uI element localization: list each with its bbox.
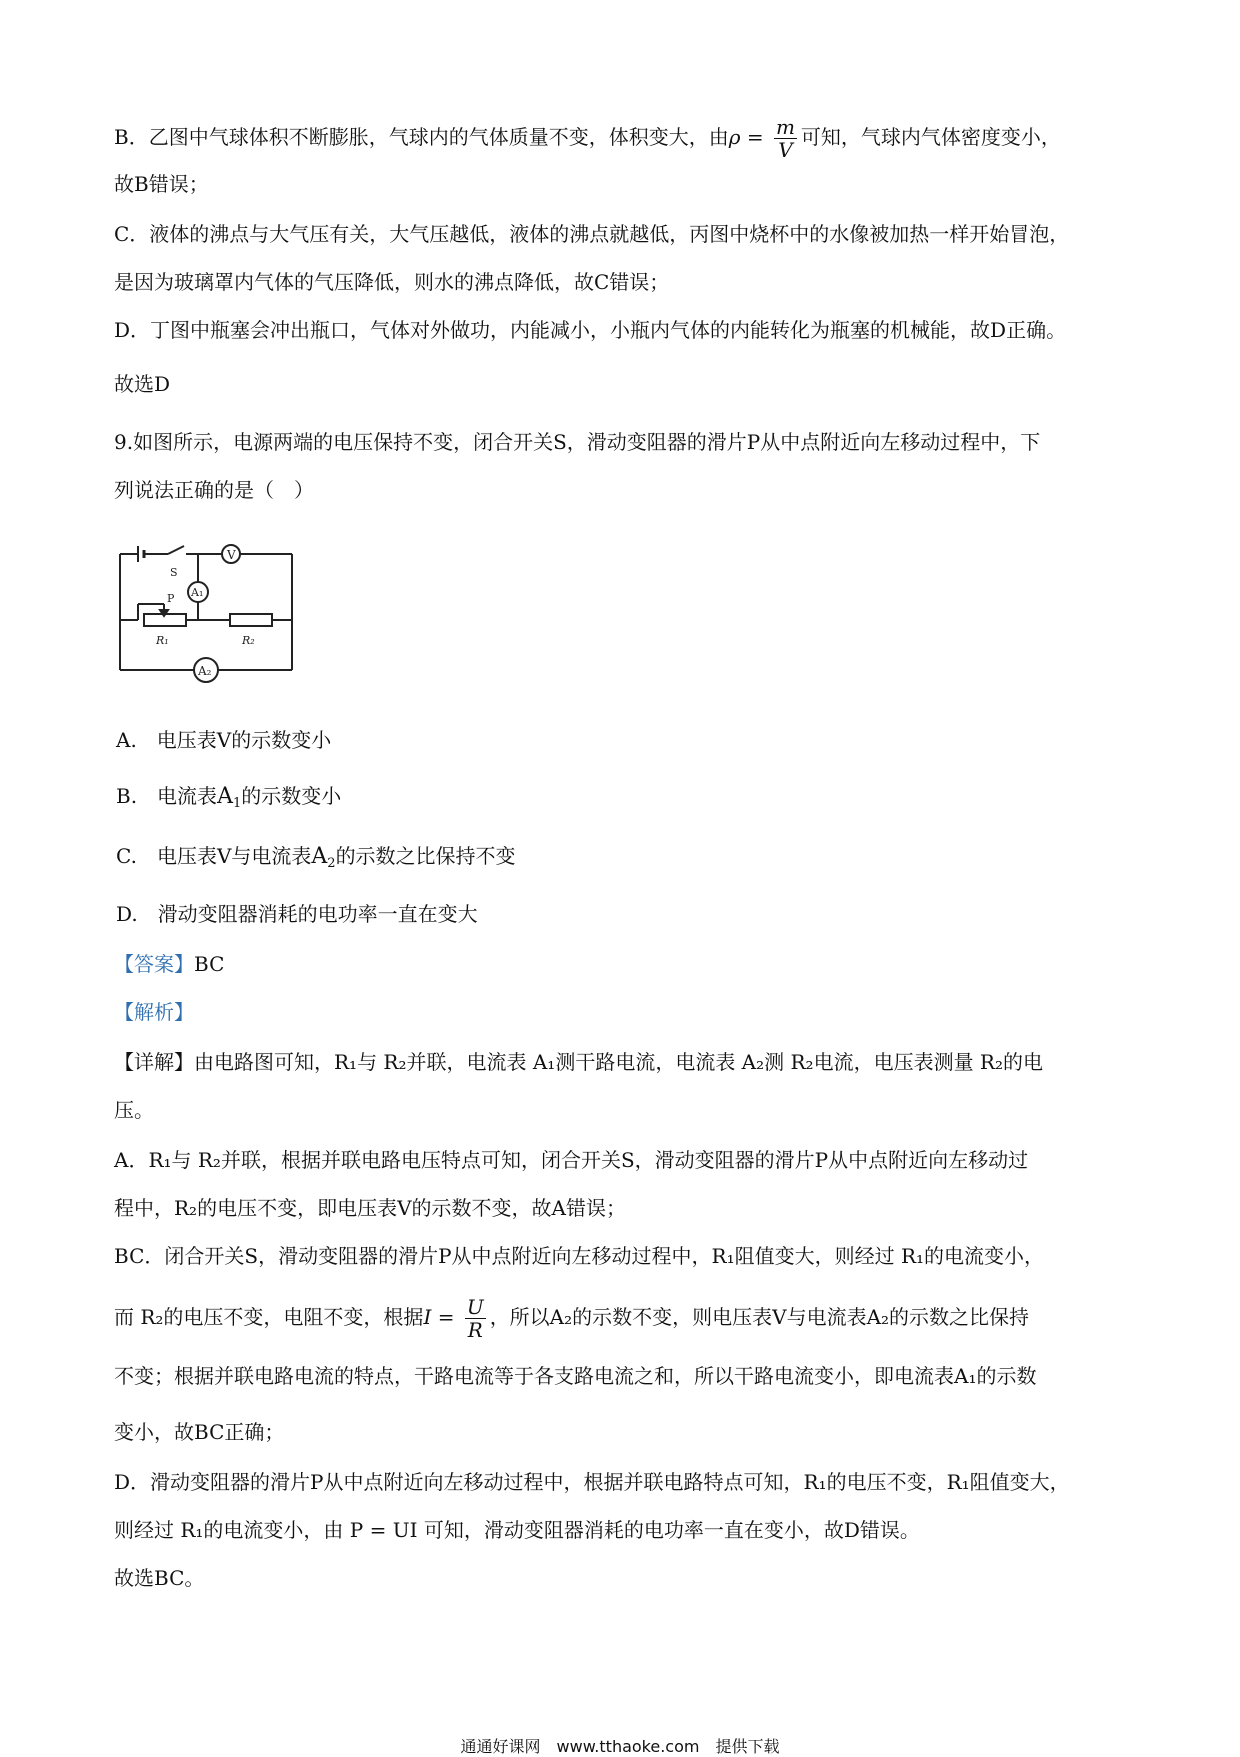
rho-symbol: ρ <box>728 125 741 149</box>
option-b-explanation-line1: B．乙图中气球体积不断膨胀，气球内的气体质量不变，体积变大，由ρ = $\frac{m}{V}$ 可知，气球内气体密度变小， <box>114 115 1061 162</box>
voltmeter-label: V <box>227 548 236 562</box>
question-9-line1: 9.如图所示，电源两端的电压保持不变，闭合开关S，滑动变阻器的滑片P从中点附近向左移动过程中，下 <box>114 430 1041 454</box>
detail-bc-line4: 变小，故BC正确； <box>114 1420 285 1444</box>
detail-a-line2: 程中，R₂的电压不变，即电压表V的示数不变，故A错误； <box>114 1196 626 1220</box>
option-b: B. 电流表$A_1$的示数变小 <box>116 784 342 811</box>
detail-tag: 【详解】 <box>114 1050 194 1074</box>
r2-label: R₂ <box>242 634 255 647</box>
footer-text: 通通好课网 www.tthaoke.com 提供下载 <box>460 1737 780 1756</box>
ammeter-a1-label: A₁ <box>191 586 204 599</box>
question-9-line2: 列说法正确的是（ ） <box>114 478 314 502</box>
detail-line2: 压。 <box>114 1098 154 1122</box>
detail-d-line2: 则经过 R₁的电流变小，由 P = UI 可知，滑动变阻器消耗的电功率一直在变小，故D错误。 <box>114 1518 920 1542</box>
circuit-diagram <box>114 536 304 686</box>
ammeter-a2-label: A₂ <box>198 664 212 678</box>
detail-a-line1: A．R₁与 R₂并联，根据并联电路电压特点可知，闭合开关S，滑动变阻器的滑片P从中点附近向左移动过 <box>114 1148 1029 1172</box>
option-c-explanation-line2: 是因为玻璃罩内气体的气压降低，则水的沸点降低，故C错误； <box>114 270 670 294</box>
switch-label: S <box>170 566 178 579</box>
option-d: D. 滑动变阻器消耗的电功率一直在变大 <box>116 902 478 926</box>
detail-d-line1: D．滑动变阻器的滑片P从中点附近向左移动过程中，根据并联电路特点可知，R₁的电压不变，R₁阻值变大， <box>114 1470 1070 1494</box>
detail-selection: 故选BC。 <box>114 1566 205 1590</box>
ohm-fraction: $\frac{U}{R}$ <box>466 1295 484 1342</box>
detail-line1: 【详解】由电路图可知，R₁与 R₂并联，电流表 A₁测干路电流，电流表 A₂测 R₂电流，电压表测量 R₂的电 <box>114 1050 1044 1074</box>
answer-line <box>114 954 224 974</box>
option-b-explanation-line2: 故B错误； <box>114 172 209 196</box>
option-a: A. 电压表V的示数变小 <box>116 728 332 752</box>
density-fraction: $\frac{m}{V}$ <box>775 115 795 162</box>
answer-tag: 【答案】 <box>114 952 194 976</box>
option-c: C. 电压表V与电流表$A_2$的示数之比保持不变 <box>116 844 516 871</box>
previous-selection: 故选D <box>114 372 171 396</box>
detail-bc-line1: BC．闭合开关S，滑动变阻器的滑片P从中点附近向左移动过程中，R₁阻值变大，则经过 R₁的电流变小， <box>114 1244 1045 1268</box>
analysis-tag: 【解析】 <box>114 1000 194 1024</box>
detail-bc-line2: 而 R₂的电压不变，电阻不变，根据I = $\frac{U}{R}$ ，所以A₂的示数不变，则电压表V与电流表A₂的示数之比保持 <box>114 1295 1030 1342</box>
option-c-explanation-line1: C．液体的沸点与大气压有关，大气压越低，液体的沸点就越低，丙图中烧杯中的水像被加热一样开始冒泡， <box>114 222 1070 246</box>
answer-value: BC <box>194 952 225 976</box>
slider-label: P <box>167 592 175 605</box>
r1-label: R₁ <box>156 634 169 647</box>
detail-bc-line3: 不变；根据并联电路电流的特点，干路电流等于各支路电流之和，所以干路电流变小，即电流表A₁的示数 <box>114 1364 1037 1388</box>
option-d-explanation-line1: D．丁图中瓶塞会冲出瓶口，气体对外做功，内能减小，小瓶内气体的内能转化为瓶塞的机械能，故D正确。 <box>114 318 1067 342</box>
